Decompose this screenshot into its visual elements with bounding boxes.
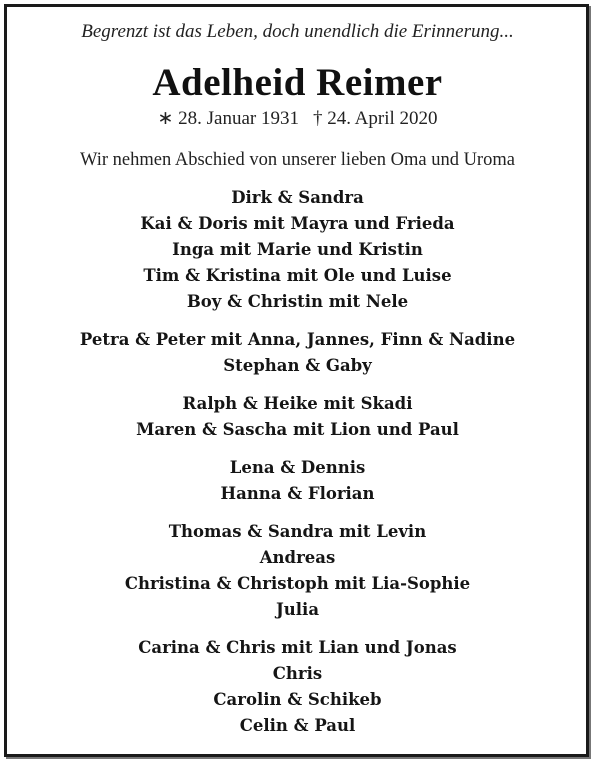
mourner-line: Ralph & Heike mit Skadi <box>182 394 413 413</box>
mourner-line: Inga mit Marie und Kristin <box>172 240 423 259</box>
mourner-group <box>0 327 595 379</box>
mourner-line: Stephan & Gaby <box>223 356 372 375</box>
mourner-line: Thomas & Sandra mit Levin <box>168 522 427 541</box>
mourner-group <box>0 391 595 443</box>
mourner-line: Maren & Sascha mit Lion und Paul <box>136 420 459 439</box>
mourner-line: Tim & Kristina mit Ole und Luise <box>143 266 452 285</box>
deceased-name: Adelheid Reimer <box>152 61 443 104</box>
mourner-line: Petra & Peter mit Anna, Jannes, Finn & Nadine <box>79 330 516 349</box>
mourner-line: Christina & Christoph mit Lia-Sophie <box>124 574 471 593</box>
mourners-list <box>0 185 595 739</box>
life-dates <box>0 107 595 131</box>
mourner-group <box>0 519 595 623</box>
mourner-line: Chris <box>272 664 323 683</box>
mourner-line: Andreas <box>259 548 336 567</box>
mourner-line: Kai & Doris mit Mayra und Frieda <box>140 214 455 233</box>
mourner-line: Julia <box>275 600 320 619</box>
intro-text: Wir nehmen Abschied von unserer lieben Oma und Uroma <box>80 150 515 170</box>
death-date: † 24. April 2020 <box>312 108 438 129</box>
motto-text: Begrenzt ist das Leben, doch unendlich die Erinnerung... <box>81 21 514 42</box>
mourner-group <box>0 455 595 507</box>
mourner-group <box>0 635 595 739</box>
mourner-line: Celin & Paul <box>239 716 356 735</box>
mourner-line: Carolin & Schikeb <box>213 690 382 709</box>
mourner-line: Hanna & Florian <box>220 484 375 503</box>
mourner-line: Lena & Dennis <box>229 458 366 477</box>
mourner-group <box>0 185 595 315</box>
mourner-line: Dirk & Sandra <box>231 188 364 207</box>
mourner-line: Carina & Chris mit Lian und Jonas <box>138 638 457 657</box>
mourner-line: Boy & Christin mit Nele <box>186 292 409 311</box>
birth-date: ∗ 28. Januar 1931 <box>157 108 299 129</box>
